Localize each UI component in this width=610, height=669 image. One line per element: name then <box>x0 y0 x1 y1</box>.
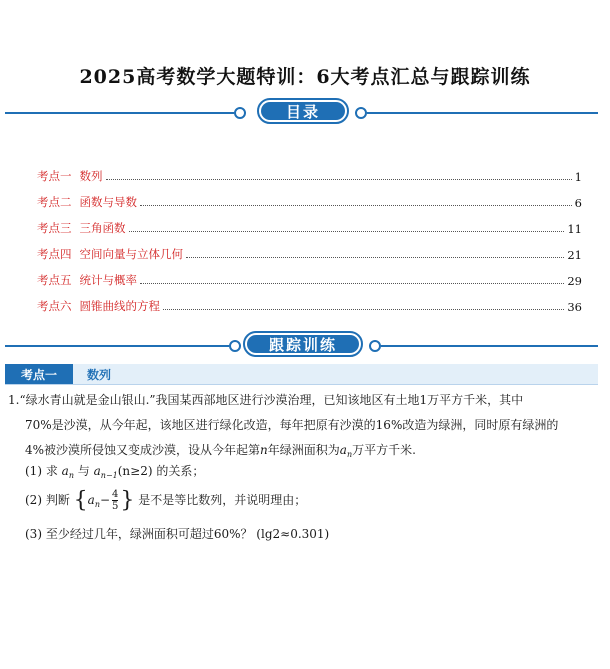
toc-entry[interactable] <box>37 210 582 236</box>
toc-page-number: 1 <box>574 170 582 184</box>
toc-heading-pill <box>257 98 349 124</box>
problem-line-3: 4%被沙漠所侵蚀又变成沙漠，设从今年起第n年绿洲面积为$a_n$万平方千米. <box>25 443 416 459</box>
table-of-contents <box>37 158 582 314</box>
banner-dot-right <box>369 340 381 352</box>
toc-banner <box>0 98 610 128</box>
toc-entry-label: 考点四 空间向量与立体几何 <box>37 247 183 261</box>
question-2: (2) 判断 {$a_n-$ $\frac{4}{5}$ } 是不是等比数列，并说明理由； <box>25 488 307 513</box>
toc-leader <box>186 257 564 258</box>
problem-number: 1. <box>8 393 20 407</box>
toc-entry-label: 考点三 三角函数 <box>37 221 126 235</box>
problem-line-2: 70%是沙漠，从今年起，该地区进行绿化改造，每年把原有沙漠的16%改造为绿洲，同时原有绿洲的 <box>25 418 559 432</box>
toc-entry[interactable] <box>37 262 582 288</box>
toc-entry-label: 考点六 圆锥曲线的方程 <box>37 299 160 313</box>
toc-entry-label: 考点二 函数与导数 <box>37 195 137 209</box>
problem-1 <box>8 388 600 467</box>
banner-line-left <box>5 112 234 114</box>
toc-entry[interactable] <box>37 158 582 184</box>
banner-line-right <box>367 112 598 114</box>
training-banner <box>0 331 610 361</box>
banner-line-right <box>381 345 598 347</box>
toc-page-number: 6 <box>574 196 582 210</box>
question-3: (3) 至少经过几年，绿洲面积可超过60%？ (lg2≈0.301) <box>25 527 330 541</box>
toc-page-number: 29 <box>567 274 582 288</box>
banner-dot-right <box>355 107 367 119</box>
training-heading-pill <box>243 331 363 357</box>
toc-page-number: 36 <box>567 300 582 314</box>
document-title: 2025高考数学大题特训：6大考点汇总与跟踪训练 <box>79 66 531 88</box>
banner-dot-left <box>234 107 246 119</box>
toc-leader <box>140 205 572 206</box>
problem-line-1 <box>8 388 600 413</box>
toc-heading: 目录 <box>261 102 345 120</box>
toc-entry-label: 考点五 统计与概率 <box>37 273 137 287</box>
toc-entry[interactable] <box>37 184 582 210</box>
toc-page-number: 21 <box>567 248 582 262</box>
section-header <box>5 364 598 385</box>
toc-entry[interactable] <box>37 288 582 314</box>
section-name: 数列 <box>87 368 112 382</box>
fraction: $\frac{4}{5}$ <box>112 489 119 512</box>
banner-line-left <box>5 345 229 347</box>
toc-leader <box>106 179 572 180</box>
toc-page-number: 11 <box>567 222 582 236</box>
training-heading: 跟踪训练 <box>247 335 359 353</box>
question-1: (1) 求 $a_n$ 与 $a_{n-1}(n\ge 2)$ 的关系； <box>25 464 205 480</box>
toc-leader <box>140 283 564 284</box>
section-tag: 考点一 <box>5 364 73 384</box>
banner-dot-left <box>229 340 241 352</box>
toc-leader <box>129 231 565 232</box>
toc-leader <box>163 309 564 310</box>
toc-entry[interactable] <box>37 236 582 262</box>
problem-text: “绿水青山就是金山银山.”我国某西部地区进行沙漠治理，已知该地区有土地1万平方千米，其中 <box>19 393 524 407</box>
toc-entry-label: 考点一 数列 <box>37 169 103 183</box>
